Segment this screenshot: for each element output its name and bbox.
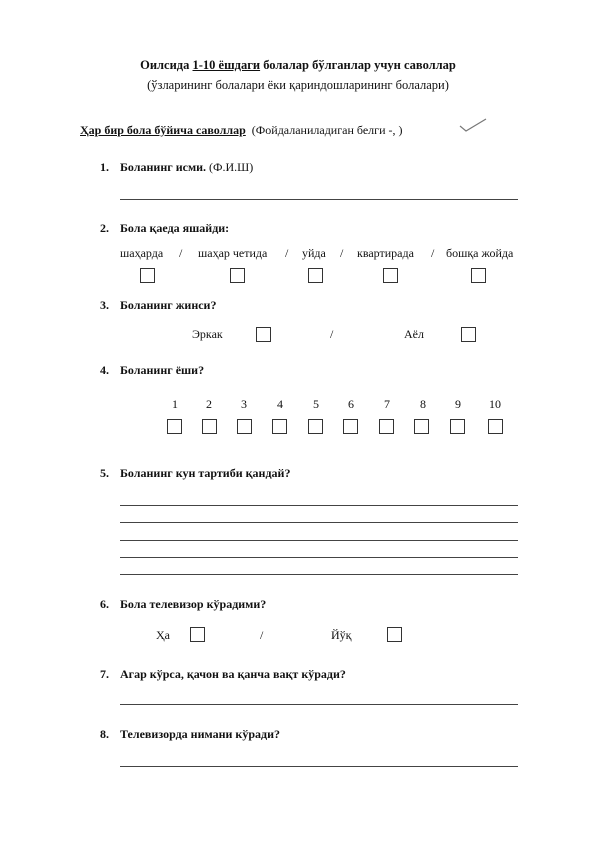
checkbox-age-2[interactable] — [202, 419, 217, 434]
option-separator: / — [431, 246, 435, 260]
form-title — [0, 58, 596, 73]
option-label: уйда — [302, 246, 326, 260]
title-part: болалар бўлганлар учун саволлар — [260, 58, 456, 72]
question-number: 3. — [100, 298, 109, 312]
section-heading-text: Ҳар бир бола бўйича саволлар — [80, 123, 246, 137]
checkbox-yes[interactable] — [190, 627, 205, 642]
checkbox-age-9[interactable] — [450, 419, 465, 434]
checkmark-icon — [458, 117, 488, 133]
answer-line-q8[interactable] — [120, 766, 518, 767]
checkbox-age-4[interactable] — [272, 419, 287, 434]
question-1 — [100, 160, 253, 175]
question-text: Боланинг жинси? — [120, 298, 217, 312]
checkbox-age-10[interactable] — [488, 419, 503, 434]
question-text: Телевизорда нимани кўради? — [120, 727, 280, 741]
checkbox-age-3[interactable] — [237, 419, 252, 434]
question-text: Бола телевизор кўрадими? — [120, 597, 267, 611]
question-number: 2. — [100, 221, 109, 235]
option-separator: / — [285, 246, 289, 260]
checkbox-age-6[interactable] — [343, 419, 358, 434]
age-label: 9 — [455, 397, 461, 411]
question-number: 8. — [100, 727, 109, 741]
question-hint: (Ф.И.Ш) — [209, 160, 254, 174]
question-number: 1. — [100, 160, 109, 174]
title-part: Оилсида — [140, 58, 193, 72]
answer-line-q5[interactable] — [120, 540, 518, 541]
question-5 — [100, 466, 290, 481]
section-heading — [80, 123, 403, 138]
option-label: шаҳарда — [120, 246, 164, 260]
question-number: 4. — [100, 363, 109, 377]
age-label: 2 — [206, 397, 212, 411]
question-text: Боланинг кун тартиби қандай? — [120, 466, 291, 480]
title-underlined: 1-10 ёшдаги — [192, 58, 261, 72]
question-8 — [100, 727, 280, 742]
checkbox-no[interactable] — [387, 627, 402, 642]
checkbox-age-1[interactable] — [167, 419, 182, 434]
checkbox-age-7[interactable] — [379, 419, 394, 434]
option-label: Эркак — [192, 327, 223, 341]
question-number: 7. — [100, 667, 109, 681]
option-separator: / — [340, 246, 344, 260]
question-7 — [100, 667, 346, 682]
question-number: 6. — [100, 597, 109, 611]
option-label: Аёл — [404, 327, 424, 341]
option-separator: / — [179, 246, 183, 260]
age-label: 1 — [172, 397, 178, 411]
checkbox-city[interactable] — [140, 268, 155, 283]
answer-line-q5[interactable] — [120, 574, 518, 575]
option-label: шаҳар четида — [198, 246, 268, 260]
age-label: 3 — [241, 397, 247, 411]
section-note: (Фойдаланиладиган белги -, ) — [251, 123, 403, 137]
answer-line-q5[interactable] — [120, 522, 518, 523]
checkbox-age-8[interactable] — [414, 419, 429, 434]
answer-line-q5[interactable] — [120, 505, 518, 506]
form-subtitle: (ўзларининг болалари ёки қариндошларининг болалари) — [147, 78, 449, 92]
answer-line-q7[interactable] — [120, 704, 518, 705]
question-4 — [100, 363, 204, 378]
age-label: 7 — [384, 397, 390, 411]
option-label: Ҳа — [156, 628, 170, 642]
question-3 — [100, 298, 216, 313]
question-number: 5. — [100, 466, 109, 480]
question-text: Бола қаеда яшайди: — [120, 221, 230, 235]
age-label: 10 — [489, 397, 501, 411]
checkbox-apartment[interactable] — [383, 268, 398, 283]
checkbox-age-5[interactable] — [308, 419, 323, 434]
age-label: 4 — [277, 397, 283, 411]
answer-line-q5[interactable] — [120, 557, 518, 558]
checkbox-male[interactable] — [256, 327, 271, 342]
checkbox-female[interactable] — [461, 327, 476, 342]
option-separator: / — [260, 628, 264, 642]
question-text: Агар кўрса, қачон ва қанча вақт кўради? — [120, 667, 346, 681]
age-label: 5 — [313, 397, 319, 411]
checkbox-other-place[interactable] — [471, 268, 486, 283]
question-text: Боланинг ёши? — [120, 363, 205, 377]
question-2 — [100, 221, 229, 236]
question-text: Боланинг исми. — [120, 160, 207, 174]
age-label: 6 — [348, 397, 354, 411]
option-label: квартирада — [357, 246, 414, 260]
option-separator: / — [330, 327, 334, 341]
option-label: бошқа жойда — [446, 246, 514, 260]
checkbox-house[interactable] — [308, 268, 323, 283]
checkbox-suburb[interactable] — [230, 268, 245, 283]
age-label: 8 — [420, 397, 426, 411]
option-label: Йўқ — [331, 628, 352, 642]
answer-line-q1[interactable] — [120, 199, 518, 200]
question-6 — [100, 597, 266, 612]
